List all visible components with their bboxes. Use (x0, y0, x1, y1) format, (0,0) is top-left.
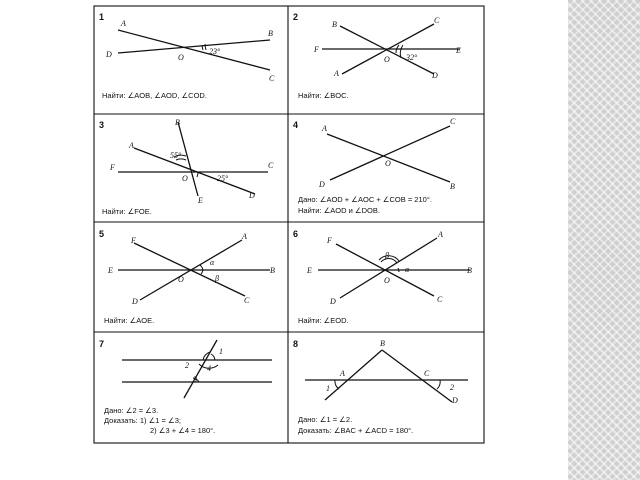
angle-alpha: α (210, 258, 215, 267)
point-label-O: O (384, 55, 390, 64)
problem-6 (293, 229, 472, 325)
point-label-A: A (129, 141, 134, 150)
point-label-O: O (178, 53, 184, 62)
line-AD (134, 148, 255, 194)
task-text: Найти: ∠AOB, ∠AOD, ∠COD. (102, 91, 207, 100)
problem-number: 1 (99, 12, 105, 22)
angle-label-1: 1 (326, 384, 330, 393)
given-text: Дано: ∠1 = ∠2. (298, 415, 353, 424)
geometry-stroke (197, 172, 198, 177)
line-AB (327, 134, 450, 182)
task-text: Найти: ∠AOE. (104, 316, 155, 325)
point-label-B: B (450, 182, 455, 191)
task-text: Найти: ∠FOE. (102, 207, 152, 216)
point-label-O: O (385, 159, 391, 168)
point-label-B: B (467, 266, 472, 275)
given-text: Дано: ∠AOD + ∠AOC + ∠COB = 210°. (298, 195, 432, 204)
line-AB (325, 350, 382, 400)
point-label-A: A (242, 232, 247, 241)
problem-7 (99, 339, 272, 435)
point-label-A: A (121, 19, 126, 28)
line-AC (118, 30, 270, 70)
point-label-C: C (424, 369, 430, 378)
point-label-C: C (434, 16, 440, 25)
problem-number: 7 (99, 339, 105, 349)
geometry-stroke (437, 380, 440, 389)
geometry-stroke (381, 258, 397, 263)
point-label-A: A (340, 369, 345, 378)
point-label-F: F (110, 163, 115, 172)
problem-1 (99, 12, 275, 100)
point-label-O: O (384, 276, 390, 285)
prove-text-1: Доказать: 1) ∠1 = ∠3; (104, 416, 181, 425)
geometry-stroke (211, 354, 215, 360)
point-label-C: C (450, 117, 456, 126)
angle-beta: β (215, 274, 219, 283)
point-label-C: C (268, 161, 274, 170)
task-text: Найти: ∠BOC. (298, 91, 349, 100)
point-label-E: E (307, 266, 312, 275)
angle-label-1: 1 (219, 347, 223, 356)
point-label-E: E (108, 266, 113, 275)
problem-4 (293, 117, 456, 215)
point-label-D: D (106, 50, 112, 59)
problem-number: 5 (99, 229, 105, 239)
point-label-O: O (182, 174, 188, 183)
point-label-C: C (244, 296, 250, 305)
point-label-O: O (178, 275, 184, 284)
problem-number: 4 (293, 120, 299, 130)
prove-text: Доказать: ∠BAC + ∠ACD = 180°. (298, 426, 414, 435)
angle-alpha: α (405, 265, 410, 274)
line-DC (330, 126, 450, 180)
angle-label-2: 2 (185, 361, 189, 370)
problem-number: 3 (99, 120, 105, 130)
point-label-F: F (314, 45, 319, 54)
point-label-B: B (270, 266, 275, 275)
angle-value-1: 55° (170, 151, 182, 160)
point-label-D: D (319, 180, 325, 189)
problem-5 (99, 229, 275, 325)
angle-beta: β (385, 251, 389, 260)
point-label-C: C (269, 74, 275, 83)
point-label-D: D (249, 191, 255, 200)
point-label-A: A (322, 124, 327, 133)
problem-number: 6 (293, 229, 299, 239)
point-label-B: B (175, 118, 180, 127)
point-label-B: B (380, 339, 385, 348)
angle-label-2: 2 (450, 383, 454, 392)
point-label-D: D (132, 297, 138, 306)
task-text: Найти: ∠AOD и ∠DOB. (298, 206, 380, 215)
angle-label-4: 4 (207, 364, 211, 373)
line-BD (382, 350, 452, 402)
point-label-E: E (198, 196, 203, 205)
point-label-A: A (438, 230, 443, 239)
angle-value: 32° (406, 53, 418, 62)
point-label-A: A (334, 69, 339, 78)
problem-number: 8 (293, 339, 299, 349)
prove-text-2: 2) ∠3 + ∠4 = 180°. (150, 426, 216, 435)
point-label-C: C (437, 295, 443, 304)
point-label-D: D (452, 396, 458, 405)
angle-value-2: 25° (217, 174, 229, 183)
angle-label-3: 3 (193, 375, 197, 384)
point-label-F: F (131, 236, 136, 245)
geometry-stroke (200, 265, 203, 270)
task-text: Найти: ∠EOD. (298, 316, 349, 325)
given-text: Дано: ∠2 = ∠3. (104, 406, 159, 415)
point-label-D: D (432, 71, 438, 80)
point-label-B: B (332, 20, 337, 29)
line-DA (340, 238, 437, 298)
point-label-F: F (327, 236, 332, 245)
point-label-E: E (456, 46, 461, 55)
point-label-D: D (330, 297, 336, 306)
angle-value: 23° (209, 47, 221, 56)
problem-3 (99, 118, 274, 216)
problem-8 (293, 339, 468, 435)
line-DB (118, 40, 270, 53)
problem-2 (293, 12, 461, 100)
point-label-B: B (268, 29, 273, 38)
geometry-stroke (400, 45, 403, 58)
problem-number: 2 (293, 12, 299, 22)
